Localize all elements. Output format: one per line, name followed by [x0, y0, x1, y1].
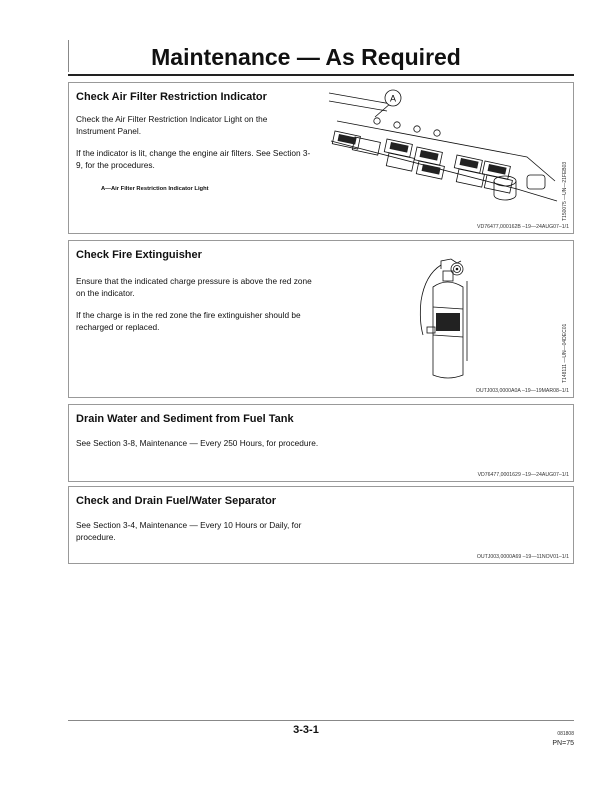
section-heading: Check Air Filter Restriction Indicator — [76, 91, 267, 103]
date-code: 081808 — [557, 731, 574, 737]
section-paragraph: Check the Air Filter Restriction Indicator Light on the Instrument Panel. — [76, 114, 268, 136]
callout-label: A — [389, 93, 397, 104]
section-fuel-water-separator — [68, 486, 574, 564]
title-rule — [68, 74, 574, 76]
reference-code: VD76477,000162B –19—24AUG07–1/1 — [476, 224, 569, 230]
fire-extinguisher-illustration — [411, 251, 491, 385]
reference-code: OUTJ003,0000A0A –19—19MAR08–1/1 — [475, 388, 569, 394]
reference-code: OUTJ003,0000A69 –19—11NOV01–1/1 — [476, 554, 569, 560]
section-drain-fuel-tank — [68, 404, 574, 482]
section-heading: Check and Drain Fuel/Water Separator — [76, 495, 277, 507]
section-heading: Drain Water and Sediment from Fuel Tank — [76, 413, 294, 425]
page-title: Maintenance — As Required — [151, 44, 461, 70]
figure-id: T148111 —UN—04DEC01 — [562, 323, 568, 383]
footer-rule — [68, 720, 574, 721]
section-fire-extinguisher — [68, 240, 574, 398]
figure-id: T150075 —UN—21FEB03 — [562, 161, 568, 221]
section-air-filter — [68, 82, 574, 234]
section-heading: Check Fire Extinguisher — [76, 249, 202, 261]
section-paragraph: Ensure that the indicated charge pressure is above the red zone on the indicator. — [76, 276, 312, 298]
figure-caption: A—Air Filter Restriction Indicator Light — [101, 186, 209, 192]
instrument-panel-illustration — [327, 89, 559, 219]
page-number: 3-3-1 — [293, 724, 319, 736]
pn-label: PN=75 — [552, 740, 574, 747]
section-paragraph: If the indicator is lit, change the engine air filters. See Section 3-9, for the procedures. — [76, 148, 311, 170]
section-paragraph: See Section 3-4, Maintenance — Every 10 Hours or Daily, for procedure. — [76, 520, 302, 542]
reference-code: VD76477,0001629 –19—24AUG07–1/1 — [477, 472, 569, 478]
section-paragraph: See Section 3-8, Maintenance — Every 250 Hours, for procedure. — [76, 438, 319, 448]
section-paragraph: If the charge is in the red zone the fire extinguisher should be recharged or replaced. — [76, 310, 301, 332]
